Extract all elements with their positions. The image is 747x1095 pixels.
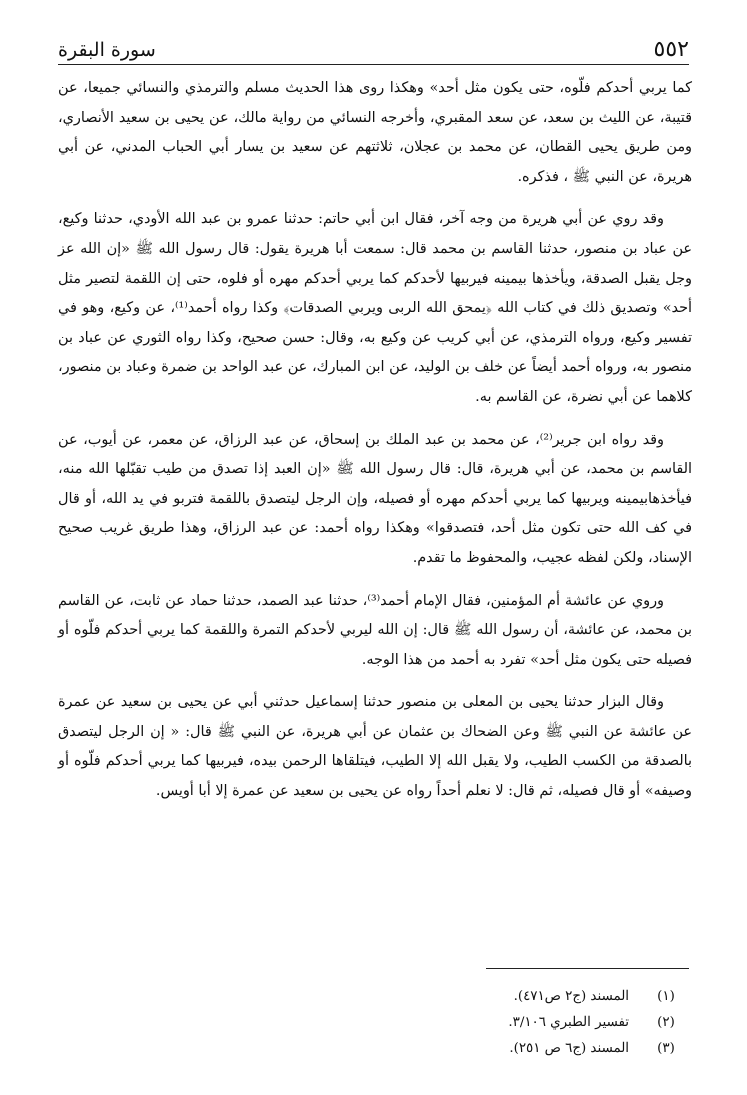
footnote bbox=[269, 1036, 689, 1062]
paragraph: وقال البزار حدثنا يحيى بن المعلى بن منصور حدثنا إسماعيل حدثني أبي عن يحيى بن سعيد عن عمرة عن عائشة عن النبي ﷺ وعن الضحاك بن عثمان عن أبي هريرة، عن النبي ﷺ قال: « إن الرجل ليتصدق بالصدقة من الكسب الطيب، ولا يقبل الله إلا الطيب، فيتلقاها الرحمن بيده، فيربيها كما يربي أحدكم فلّوه أو وصيفه» أو قال فصيله، ثم قال: لا نعلم أحداً رواه عن يحيى بن سعيد عن عمرة إلا أبا أويس. bbox=[58, 694, 692, 800]
footnote-number: (٢) bbox=[657, 1015, 675, 1030]
paragraph: وقد رواه ابن جرير⁽²⁾، عن محمد بن عبد الملك بن إسحاق، عن عبد الرزاق، عن معمر، عن أيوب، عن القاسم بن محمد، عن أبي هريرة، قال: قال رسول الله ﷺ «إن العبد إذا تصدق من طيب تقبّلها الله منه، فيأخذهابيمينه ويربيها كما يربي أحدكم مهره أو فصيله، وإن الرجل ليتصدق باللقمة فتربو في يد الله، أو قال في كف الله حتى تكون مثل أحد، فتصدقوا» وهكذا رواه أحمد: عن عبد الرزاق، وهذا طريق غريب صحيح الإسناد، ولكن لفظه عجيب، والمحفوظ ما تقدم. bbox=[58, 431, 692, 566]
footnote-text: تفسير الطبري ٣/١٠٦. bbox=[508, 1015, 629, 1030]
footnote bbox=[269, 1010, 689, 1036]
footnote-number: (٣) bbox=[657, 1041, 675, 1056]
paragraph: وقد روي عن أبي هريرة من وجه آخر، فقال ابن أبي حاتم: حدثنا عمرو بن عبد الله الأودي، حدثنا وكيع، عن عباد بن منصور، حدثنا القاسم بن محمد قال: سمعت أبا هريرة يقول: قال رسول الله ﷺ «إن الله عز وجل يقبل الصدقة، ويأخذها بيمينه فيربيها لأحدكم كما يربي أحدكم مهره أو فلوه، حتى إن اللقمة لتصير مثل أحد» وتصديق ذلك في كتاب الله ﴿يمحق الله الربى ويربي الصدقات﴾ وكذا رواه أحمد⁽¹⁾، عن وكيع، وهو في تفسير وكيع، ورواه الترمذي، عن أبي كريب عن وكيع به، وقال: حسن صحيح، وكذا رواه الثوري عن عباد بن منصور به، ورواه أحمد أيضاً عن خلف بن الوليد، عن ابن المبارك، عن عبد الواحد بن ضمرة وعباد بن منصور، كلاهما عن أبي نضرة، عن القاسم به. bbox=[58, 211, 693, 405]
footnote-number: (١) bbox=[657, 989, 675, 1004]
footnote-text: المسند (ج٢ ص٤٧١). bbox=[513, 989, 629, 1004]
footnote-separator bbox=[486, 968, 689, 969]
footnote-text: المسند (ج٦ ص ٢٥١). bbox=[509, 1041, 629, 1056]
paragraph: كما يربي أحدكم فلّوه، حتى يكون مثل أحد» وهكذا روى هذا الحديث مسلم والترمذي والنسائي جميعا، عن قتيبة، عن الليث بن سعد، عن سعد المقبري، وأخرجه النسائي من رواية مالك، عن يحيى بن سعيد الأنصاري، ومن طريق يحيى القطان، عن محمد بن عجلان، ثلاثتهم عن سعيد بن يسار أبي الحباب المدني، عن أبي هريرة، عن النبي ﷺ ، فذكره. bbox=[58, 80, 692, 185]
footnotes bbox=[269, 984, 689, 1062]
footnote bbox=[269, 984, 689, 1010]
paragraph: وروي عن عائشة أم المؤمنين، فقال الإمام أحمد⁽³⁾، حدثنا عبد الصمد، حدثنا حماد عن ثابت، عن القاسم بن محمد، عن عائشة، أن رسول الله ﷺ قال: إن الله ليربي لأحدكم التمرة واللقمة كما يربي أحدكم فلّوه أو فصيله حتى يكون مثل أحد» تفرد به أحمد من هذا الوجه. bbox=[58, 592, 692, 668]
main-text bbox=[58, 74, 692, 820]
running-title: سورة البقرة bbox=[58, 39, 156, 61]
page-number: ٥٥٢ bbox=[653, 37, 689, 62]
page-header bbox=[58, 30, 689, 65]
